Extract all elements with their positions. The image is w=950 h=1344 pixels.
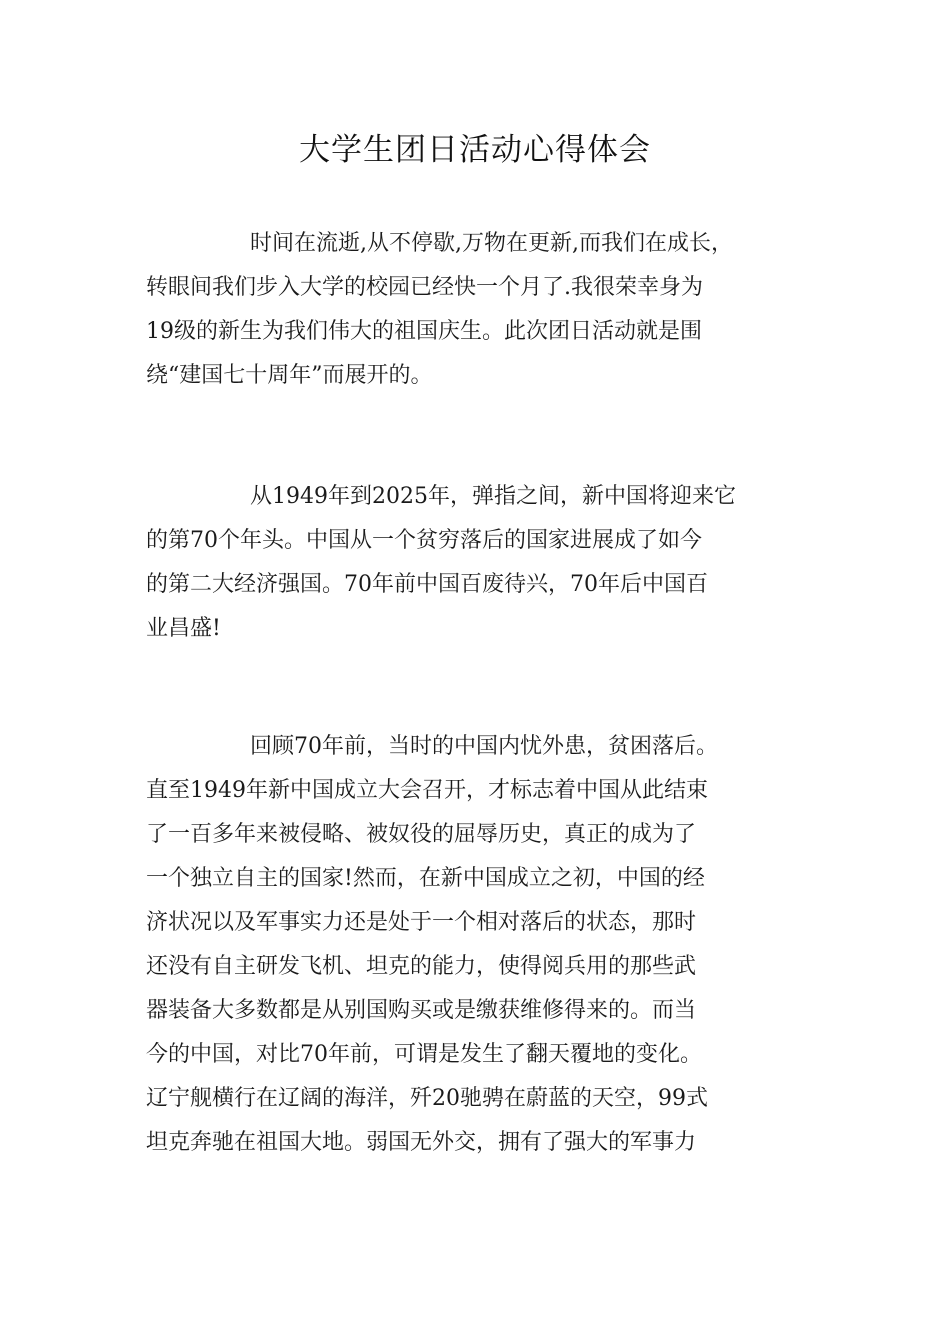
paragraph-line: 时间在流逝,从不停歇,万物在更新,而我们在成长，	[250, 231, 733, 256]
paragraph-line: 直至1949年新中国成立大会召开，才标志着中国从此结束	[146, 778, 708, 803]
paragraph-line: 器装备大多数都是从别国购买或是缴获维修得来的。而当	[146, 998, 697, 1023]
paragraph-line: 转眼间我们步入大学的校园已经快一个月了.我很荣幸身为	[146, 275, 703, 300]
paragraph-line: 辽宁舰横行在辽阔的海洋，歼20驰骋在蔚蓝的天空，99式	[146, 1086, 708, 1111]
paragraph-line: 一个独立自主的国家!然而，在新中国成立之初，中国的经	[146, 866, 705, 891]
paragraph-line: 19级的新生为我们伟大的祖国庆生。此次团日活动就是围	[146, 319, 702, 344]
paragraph-2	[146, 475, 814, 651]
paragraph-line: 的第70个年头。中国从一个贫穷落后的国家进展成了如今	[146, 528, 702, 553]
paragraph-line: 还没有自主研发飞机、坦克的能力，使得阅兵用的那些武	[146, 954, 697, 979]
paragraph-line: 绕“建国七十周年”而展开的。	[146, 363, 433, 388]
paragraph-line: 的第二大经济强国。70年前中国百废待兴，70年后中国百	[146, 572, 708, 597]
paragraph-3	[146, 725, 814, 1165]
paragraph-line: 今的中国，对比70年前，可谓是发生了翻天覆地的变化。	[146, 1042, 702, 1067]
paragraph-line: 了一百多年来被侵略、被奴役的屈辱历史，真正的成为了	[146, 822, 697, 847]
document-title: 大学生团日活动心得体会	[299, 132, 651, 168]
paragraph-1	[146, 222, 814, 398]
paragraph-line: 业昌盛!	[146, 616, 221, 641]
paragraph-line: 济状况以及军事实力还是处于一个相对落后的状态，那时	[146, 910, 697, 935]
paragraph-line: 坦克奔驰在祖国大地。弱国无外交，拥有了强大的军事力	[146, 1130, 697, 1155]
paragraph-line: 回顾70年前，当时的中国内忧外患，贫困落后。	[250, 734, 718, 759]
paragraph-line: 从1949年到2025年，弹指之间，新中国将迎来它	[250, 484, 736, 509]
